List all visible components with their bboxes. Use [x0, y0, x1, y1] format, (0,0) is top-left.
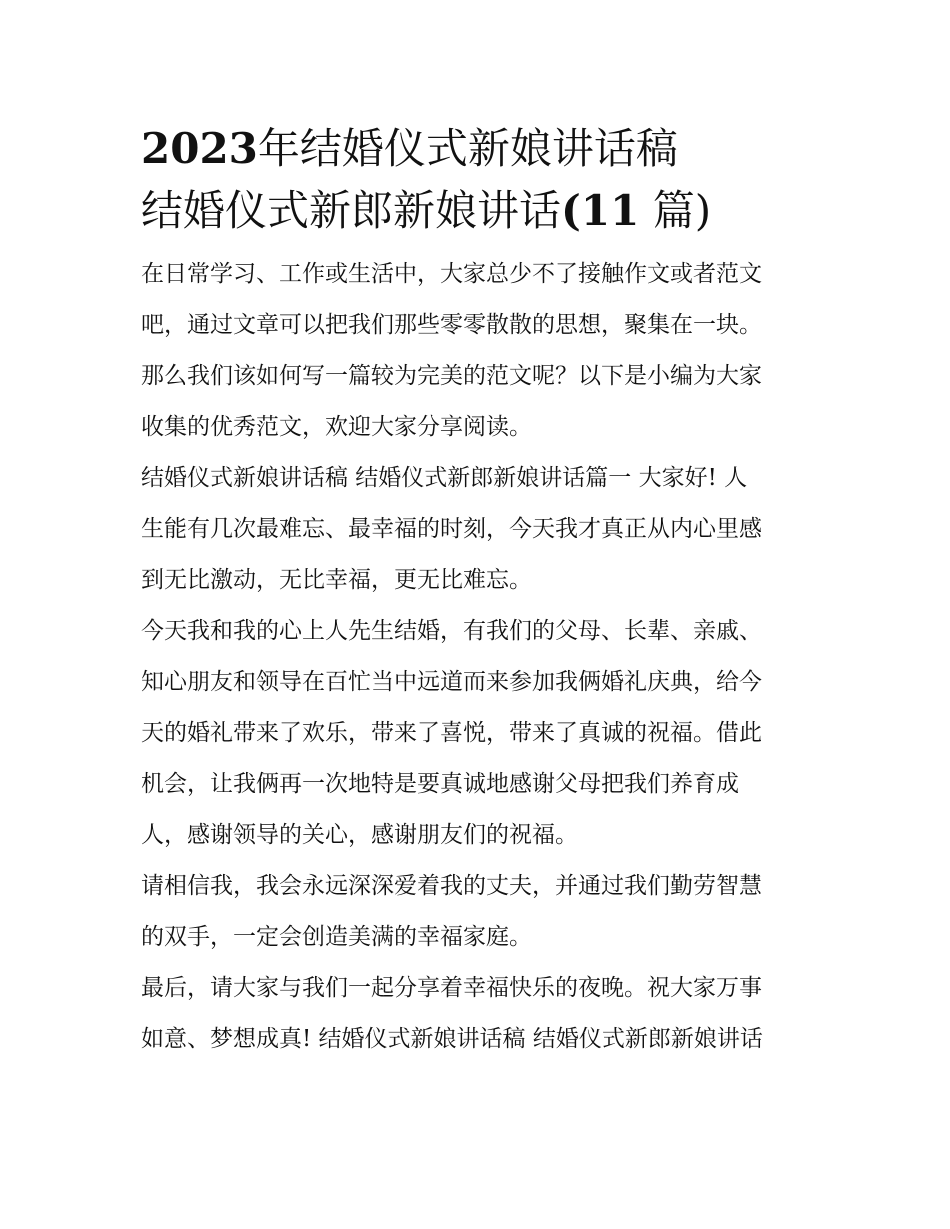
title-line-2-text: 结婚仪式新郎新娘讲话: [141, 186, 562, 235]
text-line: 的双手，一定会创造美满的幸福家庭。: [141, 924, 532, 950]
title-line-1: [141, 118, 813, 180]
text-line: 最后，请大家与我们一起分享着幸福快乐的夜晚。祝大家万事: [141, 975, 762, 1001]
text-line: 人，感谢领导的关心，感谢朋友们的祝福。: [141, 822, 578, 848]
text-line: 结婚仪式新娘讲话稿 结婚仪式新郎新娘讲话篇一 大家好! 人: [141, 465, 748, 491]
text-line: 天的婚礼带来了欢乐，带来了喜悦，带来了真诚的祝福。借此: [141, 720, 762, 746]
paragraph-thanks: [141, 606, 813, 861]
text-line: 请相信我，我会永远深深爱着我的丈夫，并通过我们勤劳智慧: [141, 873, 762, 899]
title-count: (11: [561, 186, 640, 235]
paragraph-greeting: [141, 453, 813, 606]
document-title: [141, 118, 813, 242]
text-line: 在日常学习、工作或生活中，大家总少不了接触作文或者范文: [141, 261, 762, 287]
text-line: 收集的优秀范文，欢迎大家分享阅读。: [141, 414, 532, 440]
title-line-2-suffix: 篇): [652, 186, 712, 235]
text-line: 到无比激动，无比幸福，更无比难忘。: [141, 567, 532, 593]
title-line-2: [141, 180, 813, 242]
title-year: 2023: [141, 124, 258, 173]
title-line-1-text: 年结婚仪式新娘讲话稿: [257, 124, 678, 173]
text-line: 今天我和我的心上人先生结婚，有我们的父母、长辈、亲戚、: [141, 618, 762, 644]
paragraph-closing: [141, 963, 813, 1065]
text-line: 如意、梦想成真! 结婚仪式新娘讲话稿 结婚仪式新郎新娘讲话: [141, 1026, 763, 1052]
text-line: 机会，让我俩再一次地特是要真诚地感谢父母把我们养育成: [141, 771, 739, 797]
document-content: [141, 118, 813, 1065]
text-line: 那么我们该如何写一篇较为完美的范文呢？以下是小编为大家: [141, 363, 762, 389]
paragraph-intro: [141, 249, 813, 453]
text-line: 吧，通过文章可以把我们那些零零散散的思想，聚集在一块。: [141, 312, 762, 338]
text-line: 生能有几次最难忘、最幸福的时刻，今天我才真正从内心里感: [141, 516, 762, 542]
text-line: 知心朋友和领导在百忙当中远道而来参加我俩婚礼庆典，给今: [141, 669, 762, 695]
paragraph-promise: [141, 861, 813, 963]
